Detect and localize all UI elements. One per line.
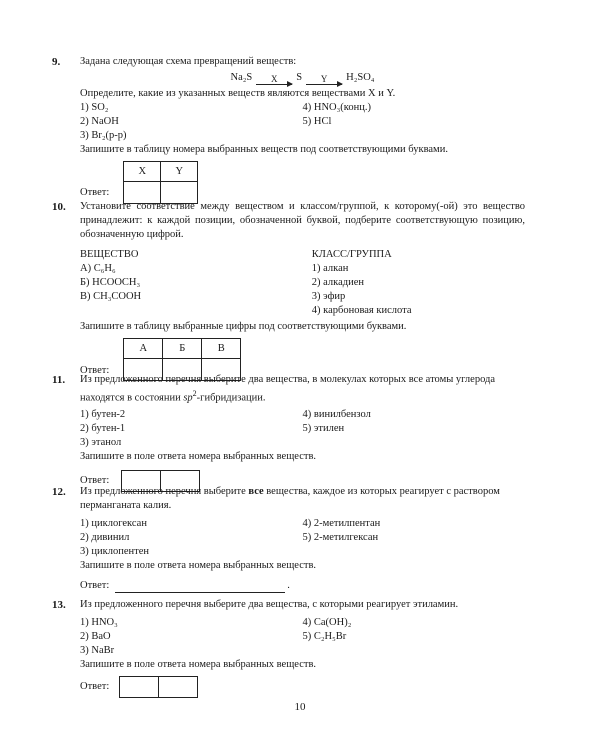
answer-area: [80, 579, 525, 593]
option: 1) HNO₃: [80, 617, 118, 628]
answer-field[interactable]: [119, 676, 198, 698]
option: 5) 2-метилгексан: [302, 532, 379, 543]
answer-table: [123, 161, 198, 204]
period: .: [287, 580, 290, 591]
instruction: Запишите в поле ответа номера выбранных веществ.: [80, 560, 317, 571]
option: 2) BaO: [80, 631, 111, 642]
question-number: 12.: [52, 486, 66, 498]
question-number: 13.: [52, 599, 66, 611]
arrow-label: Y: [320, 74, 328, 84]
option: 4) винилбензол: [302, 408, 371, 420]
arrow-icon: [256, 74, 292, 85]
column-header: ВЕЩЕСТВО: [80, 249, 139, 260]
answer-label: Ответ:: [80, 580, 110, 591]
answer-area: [80, 676, 525, 698]
option: 3) этанол: [80, 436, 122, 448]
scheme-substance: H₂SO₄: [346, 72, 375, 83]
answer-line[interactable]: [115, 580, 285, 593]
answer-label: Ответ:: [80, 186, 110, 198]
option: 1) бутен-2: [80, 408, 126, 420]
option: 3) Br₂(р-р): [80, 130, 127, 141]
option: 5) HCl: [302, 116, 332, 127]
question-number: 10.: [52, 201, 66, 213]
option: 4) HNO₃(конц.): [302, 102, 371, 113]
substance-item: В) CH₃COOH: [80, 291, 142, 302]
column-header: КЛАСС/ГРУППА: [311, 249, 392, 260]
question-12: [52, 485, 525, 593]
question-prompt: Установите соответствие между веществом и классом/группой, к которому(-ой) это вещество принадлежит: к каждой позиции, обозначенной буквой, подберите соответствующую позицию, обозначенную цифрой.: [80, 201, 525, 240]
question-prompt: Задана следующая схема превращений веществ:: [80, 56, 297, 67]
class-item: 1) алкан: [311, 263, 349, 274]
table-header: X: [124, 162, 161, 182]
option: 1) SO₂: [80, 102, 109, 113]
arrow-label: X: [271, 74, 278, 84]
class-item: 3) эфир: [311, 291, 346, 302]
class-item: 4) карбоновая кислота: [311, 305, 412, 316]
scheme-substance: Na₂S: [230, 72, 253, 83]
table-header: А: [124, 339, 163, 359]
option: 3) NaBr: [80, 645, 115, 656]
table-header: Б: [163, 339, 202, 359]
answer-label: Ответ:: [80, 364, 110, 376]
question-prompt: Из предложенного перечня выберите все вещества, каждое из которых реагирует с раствором перманганата калия.: [80, 486, 500, 511]
table-header: Y: [161, 162, 198, 182]
instruction: Запишите в поле ответа номера выбранных веществ.: [80, 450, 317, 462]
instruction: Запишите в таблицу номера выбранных веществ под соответствующими буквами.: [80, 144, 448, 155]
reaction-scheme: [80, 71, 525, 85]
question-number: 9.: [52, 56, 61, 68]
question-text: Определите, какие из указанных веществ являются веществами X и Y.: [80, 88, 396, 99]
question-13: [52, 598, 525, 698]
question-prompt: Из предложенного перечня выберите два вещества, в молекулах которых все атомы углерода находятся в состоянии $sp^2$-гибридизации.: [80, 374, 496, 404]
table-header: В: [202, 339, 241, 359]
answer-label: Ответ:: [80, 474, 110, 486]
scheme-substance: S: [296, 72, 303, 83]
question-prompt: Из предложенного перечня выберите два вещества, с которыми реагирует этиламин.: [80, 599, 459, 610]
instruction: Запишите в поле ответа номера выбранных веществ.: [80, 659, 317, 670]
instruction: Запишите в таблицу выбранные цифры под соответствующими буквами.: [80, 321, 407, 332]
option: 1) циклогексан: [80, 518, 147, 529]
class-item: 2) алкадиен: [311, 277, 364, 288]
option: 2) NaOH: [80, 116, 119, 127]
question-number: 11.: [52, 374, 66, 386]
substance-item: А) C₆H₆: [80, 263, 116, 274]
option: 5) этилен: [302, 422, 345, 434]
question-9: [52, 55, 525, 204]
answer-area: [80, 161, 525, 204]
substance-item: Б) HCOOCH₃: [80, 277, 141, 288]
option: 4) Ca(OH)₂: [302, 617, 352, 628]
option: 5) C₂H₅Br: [302, 631, 347, 642]
option: 3) циклопентен: [80, 546, 149, 557]
answer-label: Ответ:: [80, 681, 110, 692]
page-number: 10: [294, 701, 306, 713]
option: 2) дивинил: [80, 532, 130, 543]
option: 2) бутен-1: [80, 422, 126, 434]
arrow-icon: [306, 74, 342, 85]
option: 4) 2-метилпентан: [302, 518, 381, 529]
